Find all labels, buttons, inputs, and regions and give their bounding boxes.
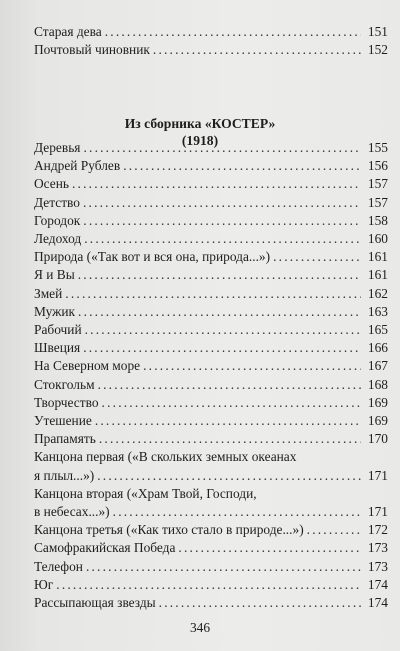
entry-title: Осень: [34, 176, 69, 192]
entry-page: 173: [367, 540, 388, 556]
leader-dots: [65, 285, 361, 303]
toc-top-list: [34, 23, 388, 59]
leader-dots: [78, 266, 361, 284]
toc-entry: [34, 485, 388, 521]
entry-title: Юг: [34, 576, 54, 592]
entry-page: 163: [367, 303, 388, 319]
entry-page: 173: [367, 558, 388, 574]
toc-entry: [34, 430, 388, 448]
leader-dots: [178, 539, 361, 557]
entry-title: Прапамять: [34, 431, 96, 447]
toc-entry: [34, 157, 388, 175]
toc-entry: [34, 558, 388, 576]
entry-page: 152: [367, 42, 388, 58]
leader-dots: [97, 467, 361, 485]
toc-entry: [34, 576, 388, 594]
toc-entry: [34, 448, 388, 484]
entry-title: Самофракийская Победа: [34, 540, 176, 556]
toc-entry: [34, 357, 388, 375]
entry-page: 170: [367, 431, 388, 447]
entry-title: Змей: [34, 285, 63, 301]
toc-entry: [34, 303, 388, 321]
leader-dots: [95, 412, 361, 430]
entry-page: 168: [367, 376, 388, 392]
leader-dots: [99, 430, 361, 448]
leader-dots: [83, 212, 361, 230]
entry-title-continued: в небесах...»): [34, 504, 110, 520]
leader-dots: [83, 339, 361, 357]
toc-entry: [34, 521, 388, 539]
leader-dots: [85, 321, 361, 339]
toc-entry: [34, 594, 388, 612]
entry-title: Рассыпающая звезды: [34, 595, 156, 611]
toc-entry: [34, 41, 388, 59]
toc-entry: [34, 230, 388, 248]
toc-entry: [34, 321, 388, 339]
toc-entry: [34, 539, 388, 557]
leader-dots: [273, 248, 361, 266]
entry-title: Я и Вы: [34, 267, 75, 283]
entry-page: 161: [367, 267, 388, 283]
entry-title: Стокгольм: [34, 376, 95, 392]
entry-page: 157: [367, 194, 388, 210]
entry-page: 166: [367, 340, 388, 356]
toc-list: [34, 139, 388, 612]
leader-dots: [105, 23, 361, 41]
entry-title-continued: я плыл...»): [34, 467, 95, 483]
entry-page: 172: [367, 522, 388, 538]
entry-page: 171: [367, 504, 388, 520]
entry-page: 169: [367, 413, 388, 429]
entry-page: 158: [367, 212, 388, 228]
toc-entry: [34, 266, 388, 284]
entry-title: Канцона первая («В скольких земных океанах: [34, 449, 297, 465]
leader-dots: [83, 194, 361, 212]
entry-page: 174: [367, 576, 388, 592]
leader-dots: [113, 503, 361, 521]
section-year: (1918): [181, 133, 219, 148]
entry-title: Андрей Рублев: [34, 158, 121, 174]
entry-page: 157: [367, 176, 388, 192]
entry-title: Природа («Так вот и вся она, природа...»): [34, 249, 271, 265]
entry-title: Швеция: [34, 340, 81, 356]
entry-page: 162: [367, 285, 388, 301]
toc-entry: [34, 285, 388, 303]
entry-page: 155: [367, 140, 388, 155]
leader-dots: [56, 576, 361, 594]
entry-title: Мужик: [34, 303, 76, 319]
entry-title: Старая дева: [34, 24, 102, 39]
entry-title: Рабочий: [34, 322, 82, 338]
entry-title: Телефон: [34, 558, 83, 574]
toc-entry: [34, 248, 388, 266]
toc-entry: [34, 175, 388, 193]
toc-entry: [34, 23, 388, 41]
entry-title: На Северном море: [34, 358, 141, 374]
leader-dots: [307, 521, 361, 539]
leader-dots: [86, 558, 361, 576]
entry-page: 156: [367, 158, 388, 174]
toc-entry: [34, 194, 388, 212]
entry-title: Ледоход: [34, 231, 82, 247]
leader-dots: [123, 157, 361, 175]
leader-dots: [102, 394, 361, 412]
toc-entry: [34, 376, 388, 394]
entry-title: Почтовый чиновник: [34, 42, 150, 58]
entry-title: Городок: [34, 212, 81, 228]
leader-dots: [98, 376, 361, 394]
leader-dots: [72, 175, 361, 193]
entry-title: Творчество: [34, 394, 99, 410]
entry-title: Деревья: [34, 140, 81, 155]
leader-dots: [143, 357, 361, 375]
entry-page: 165: [367, 322, 388, 338]
entry-page: 171: [367, 467, 388, 483]
toc-entry: [34, 139, 388, 157]
entry-page: 161: [367, 249, 388, 265]
leader-dots: [84, 230, 361, 248]
entry-page: 151: [367, 24, 388, 39]
leader-dots: [78, 303, 361, 321]
leader-dots: [83, 139, 361, 157]
leader-dots: [159, 594, 361, 612]
leader-dots: [153, 41, 361, 59]
entry-title: Канцона вторая («Храм Твой, Господи,: [34, 485, 257, 501]
section-heading: Из сборника «КОСТЕР»: [124, 116, 276, 131]
toc-entry: [34, 412, 388, 430]
entry-page: 167: [367, 358, 388, 374]
entry-page: 160: [367, 231, 388, 247]
entry-page: 174: [367, 595, 388, 611]
page-number: 346: [189, 620, 211, 635]
toc-entry: [34, 394, 388, 412]
entry-title: Канцона третья («Как тихо стало в природе...»): [34, 522, 304, 538]
entry-title: Детство: [34, 194, 80, 210]
toc-entry: [34, 212, 388, 230]
entry-page: 169: [367, 394, 388, 410]
toc-entry: [34, 339, 388, 357]
entry-title: Утешение: [34, 413, 92, 429]
